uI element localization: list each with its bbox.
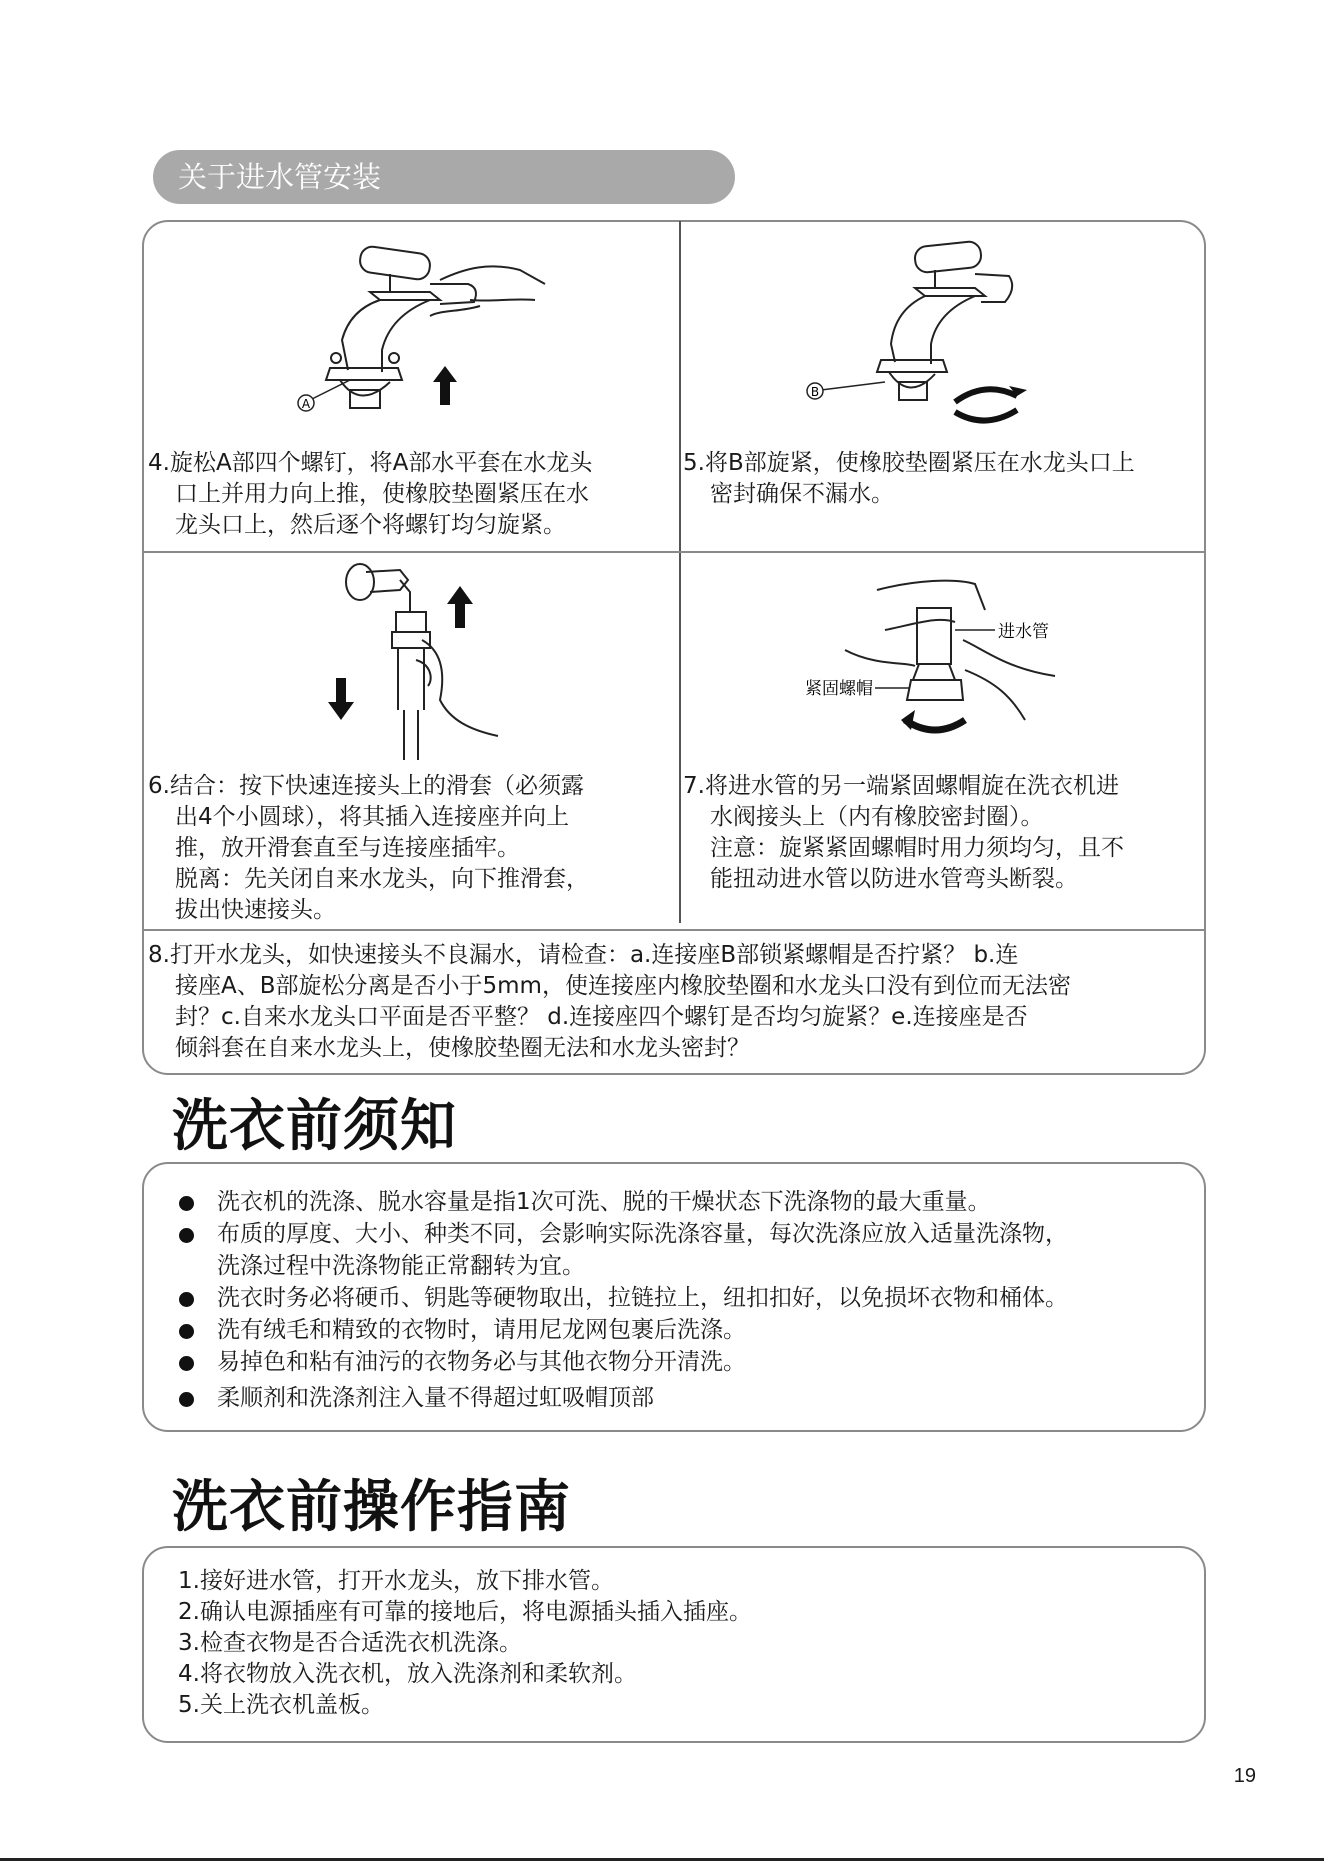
- notice-item: 易掉色和粘有油污的衣物务必与其他衣物分开清洗。: [175, 1346, 1195, 1378]
- step-8-line-1: 打开水龙头，如快速接头不良漏水，请检查：a.连接座B部锁紧螺帽是否拧紧？ b.连: [169, 942, 1019, 968]
- bullet-dot: [179, 1392, 194, 1407]
- step-8-text: [148, 940, 1198, 1064]
- step-4-line-3: 龙头口上，然后逐个将螺钉均匀旋紧。: [175, 512, 566, 538]
- guide-item: 4.将衣物放入洗衣机，放入洗涤剂和柔软剂。: [178, 1661, 637, 1687]
- row-divider-1: [143, 551, 1205, 553]
- step-6-text: [148, 771, 668, 926]
- bullet-dot: [179, 1292, 194, 1307]
- step-7-line-3: 注意：旋紧紧固螺帽时用力须均匀，且不: [710, 835, 1124, 861]
- notice-item: 洗衣时务必将硬币、钥匙等硬物取出，拉链拉上，纽扣扣好，以免损坏衣物和桶体。: [175, 1282, 1195, 1314]
- step-5-line-1: 将B部旋紧，使橡胶垫圈紧压在水龙头口上: [704, 450, 1135, 476]
- guide-item: 1.接好进水管，打开水龙头，放下排水管。: [178, 1568, 614, 1594]
- step-6-number: 6.: [148, 773, 170, 799]
- notice-item: 柔顺剂和洗涤剂注入量不得超过虹吸帽顶部: [175, 1382, 1195, 1414]
- step-6-line-2: 出4个小圆球），将其插入连接座并向上: [175, 804, 570, 830]
- bullet-dot: [179, 1324, 194, 1339]
- row-divider-2: [143, 929, 1205, 931]
- guide-title: 洗衣前操作指南: [172, 1475, 571, 1540]
- guide-item: 2.确认电源插座有可靠的接地后，将电源插头插入插座。: [178, 1599, 752, 1625]
- step-6-line-5: 拔出快速接头。: [175, 897, 336, 923]
- label-a: A: [301, 397, 311, 411]
- step-5-number: 5.: [683, 450, 705, 476]
- bottom-rule: [0, 1858, 1324, 1861]
- section-header: 关于进水管安装: [153, 150, 735, 204]
- step-5-line-2: 密封确保不漏水。: [710, 481, 894, 507]
- label-b: B: [810, 385, 820, 399]
- column-divider: [679, 221, 681, 923]
- guide-list: [178, 1566, 1178, 1721]
- step-8-line-2: 接座A、B部旋松分离是否小于5mm，使连接座内橡胶垫圈和水龙头口没有到位而无法密: [175, 973, 1071, 999]
- step-8-line-4: 倾斜套在自来水龙头上，使橡胶垫圈无法和水龙头密封？: [175, 1035, 750, 1061]
- page-number: 19: [1233, 1765, 1256, 1787]
- label-inlet-pipe: 进水管: [998, 622, 1049, 642]
- bullet-dot: [179, 1196, 194, 1211]
- bullet-dot: [179, 1356, 194, 1371]
- step4-faucet-figure: [290, 240, 550, 420]
- step-8-line-3: 封？c.自来水龙头口平面是否平整？ d.连接座四个螺钉是否均匀旋紧？e.连接座是否: [175, 1004, 1028, 1030]
- step5-faucet-figure: [795, 240, 1035, 420]
- guide-item: 5.关上洗衣机盖板。: [178, 1692, 384, 1718]
- step-4-line-2: 口上并用力向上推，使橡胶垫圈紧压在水: [175, 481, 589, 507]
- notice-list: [175, 1186, 1195, 1414]
- step-4-text: [148, 448, 668, 541]
- label-fixing-nut: 紧固螺帽: [805, 679, 873, 699]
- step-4-line-1: 旋松A部四个螺钉，将A部水平套在水龙头: [169, 450, 593, 476]
- step-7-line-4: 能扭动进水管以防进水管弯头断裂。: [710, 866, 1078, 892]
- guide-item: 3.检查衣物是否合适洗衣机洗涤。: [178, 1630, 522, 1656]
- step-7-line-2: 水阀接头上（内有橡胶密封圈）。: [710, 804, 1044, 830]
- step-6-line-4: 脱离：先关闭自来水龙头，向下推滑套，: [175, 866, 589, 892]
- step-7-text: [683, 771, 1203, 895]
- step-7-line-1: 将进水管的另一端紧固螺帽旋在洗衣机进: [704, 773, 1119, 799]
- step-8-number: 8.: [148, 942, 170, 968]
- notice-item: 布质的厚度、大小、种类不同，会影响实际洗涤容量，每次洗涤应放入适量洗涤物， 洗涤过程中洗涤物能正常翻转为宜。: [175, 1218, 1195, 1282]
- notice-item: 洗衣机的洗涤、脱水容量是指1次可洗、脱的干燥状态下洗涤物的最大重量。: [175, 1186, 1195, 1218]
- bullet-dot: [179, 1228, 194, 1243]
- step-6-line-1: 结合：按下快速连接头上的滑套（必须露: [169, 773, 584, 799]
- step-5-text: [683, 448, 1203, 510]
- step-7-number: 7.: [683, 773, 705, 799]
- notice-item: 洗有绒毛和精致的衣物时，请用尼龙网包裹后洗涤。: [175, 1314, 1195, 1346]
- step7-fixing-nut-figure: [805, 570, 1085, 750]
- step6-quick-connector-figure: [320, 560, 500, 770]
- step-6-line-3: 推，放开滑套直至与连接座插牢。: [175, 835, 520, 861]
- notice-title: 洗衣前须知: [172, 1094, 457, 1159]
- step-4-number: 4.: [148, 450, 170, 476]
